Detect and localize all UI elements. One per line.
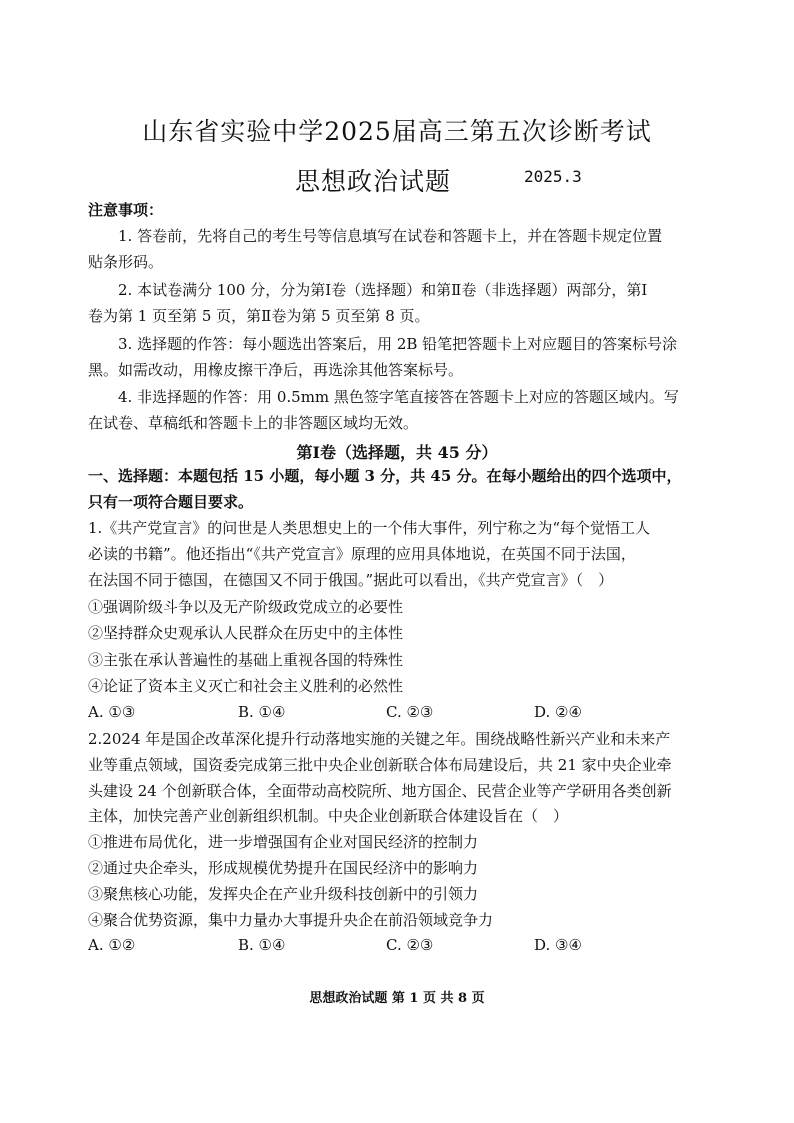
question-stem: 必读的书籍”。他还指出“《共产党宣言》原理的应用具体地说，在英国不同于法国， xyxy=(88,545,636,563)
question-statement: ③聚焦核心功能，发挥央企在产业升级科技创新中的引领力 xyxy=(88,885,479,903)
notice-line: 1. 答卷前，先将自己的考生号等信息填写在试卷和答题卡上，并在答题卡规定位置 xyxy=(118,227,663,245)
question-statement: ④聚合优势资源，集中力量办大事提升央企在前沿领域竞争力 xyxy=(88,911,494,929)
notice-line: 3. 选择题的作答：每小题选出答案后，用 2B 铅笔把答题卡上对应题目的答案标号涂 xyxy=(118,335,678,353)
question-stem: 在法国不同于德国，在德国又不同于俄国。”据此可以看出，《共产党宣言》（ ） xyxy=(88,571,614,589)
question-statement: ③主张在承认普遍性的基础上重视各国的特殊性 xyxy=(88,651,404,669)
notice-line: 2. 本试卷满分 100 分，分为第Ⅰ卷（选择题）和第Ⅱ卷（非选择题）两部分，第Ⅰ xyxy=(118,281,648,299)
answer-option-d: D. ③④ xyxy=(534,936,582,954)
answer-option-a: A. ①③ xyxy=(88,703,136,721)
notice-line: 黑。如需改动，用橡皮擦干净后，再选涂其他答案标号。 xyxy=(88,361,464,379)
notice-line: 卷为第 1 页至第 5 页，第Ⅱ卷为第 5 页至第 8 页。 xyxy=(88,307,430,325)
exam-date: 2025.3 xyxy=(524,167,582,186)
question-statement: ④论证了资本主义灭亡和社会主义胜利的必然性 xyxy=(88,677,404,695)
section-heading: 第Ⅰ卷（选择题，共 45 分） xyxy=(296,443,498,462)
question-statement: ②通过央企牵头，形成规模优势提升在国民经济中的影响力 xyxy=(88,859,479,877)
answer-option-c: C. ②③ xyxy=(386,703,434,721)
section-instruction: 一、选择题：本题包括 15 小题，每小题 3 分，共 45 分。在每小题给出的四个选项中， xyxy=(88,467,682,485)
notice-line: 贴条形码。 xyxy=(88,253,164,271)
answer-option-b: B. ①④ xyxy=(238,936,286,954)
question-statement: ①强调阶级斗争以及无产阶级政党成立的必要性 xyxy=(88,598,404,616)
question-stem: 2.2024 年是国企改革深化提升行动落地实施的关键之年。围绕战略性新兴产业和未来产 xyxy=(88,730,671,748)
question-statement: ②坚持群众史观承认人民群众在历史中的主体性 xyxy=(88,624,404,642)
answer-option-d: D. ②④ xyxy=(534,703,582,721)
notice-line: 在试卷、草稿纸和答题卡上的非答题区域均无效。 xyxy=(88,414,419,432)
exam-title: 山东省实验中学2025届高三第五次诊断考试 xyxy=(142,117,652,146)
answer-option-c: C. ②③ xyxy=(386,936,434,954)
question-stem: 1.《共产党宣言》的问世是人类思想史上的一个伟大事件，列宁称之为“每个觉悟工人 xyxy=(88,519,650,537)
answer-option-a: A. ①② xyxy=(88,936,136,954)
notice-line: 4. 非选择题的作答：用 0.5mm 黑色签字笔直接答在答题卡上对应的答题区域内。写 xyxy=(118,388,679,406)
subject-title: 思想政治试题 xyxy=(295,167,452,196)
question-statement: ①推进布局优化，进一步增强国有企业对国民经济的控制力 xyxy=(88,833,479,851)
answer-option-b: B. ①④ xyxy=(238,703,286,721)
question-stem: 头建设 24 个创新联合体，全面带动高校院所、地方国企、民营企业等产学研用各类创新 xyxy=(88,782,672,800)
subtitle-row xyxy=(0,162,794,196)
question-stem: 主体，加快完善产业创新组织机制。中央企业创新联合体建设旨在（ ） xyxy=(88,807,569,825)
page-footer: 思想政治试题 第 1 页 共 8 页 xyxy=(309,991,485,1006)
question-stem: 业等重点领域，国资委完成第三批中央企业创新联合体布局建设后，共 21 家中央企业牵 xyxy=(88,756,672,774)
notice-heading: 注意事项： xyxy=(88,201,164,219)
section-instruction: 只有一项符合题目要求。 xyxy=(88,493,254,511)
